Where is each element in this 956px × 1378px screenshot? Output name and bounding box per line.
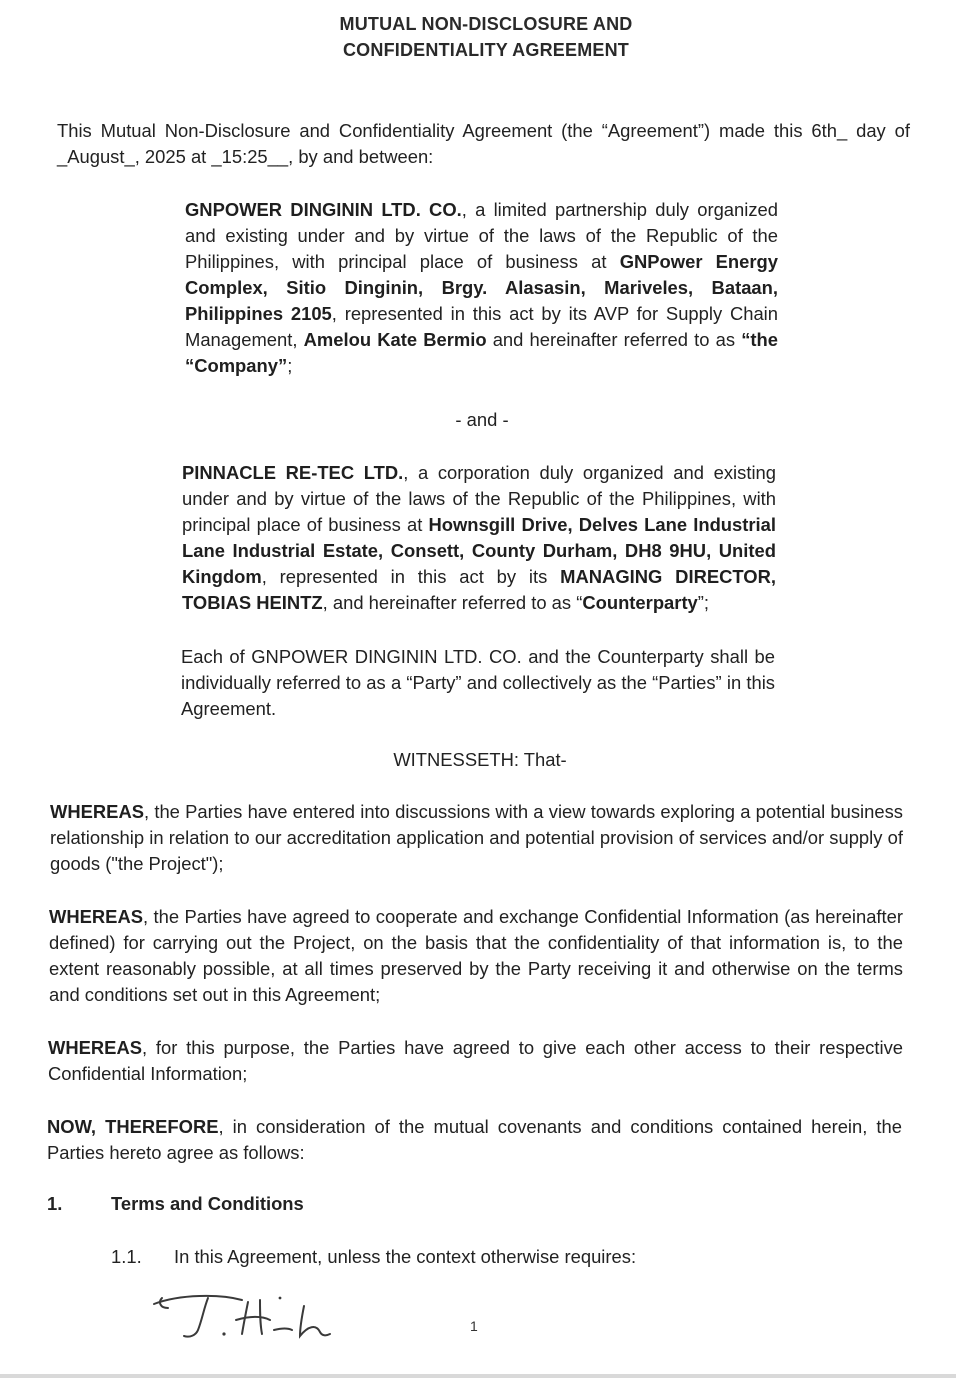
counterparty-text-1: , a corporation duly organized and existing under and by virtue of the laws of the Republic of the Philippines, with principal place of business at — [182, 462, 776, 535]
whereas-text-2: , the Parties have agreed to cooperate and exchange Confidential Information (as hereinafter defined) for carrying out the Project, on the basis that the confidentiality of that information is, to the extent reasonably possible, at all times preserved by the Party receiving it and otherwise on the terms and conditions set out in this Agreement; — [49, 906, 903, 1005]
counterparty-name: PINNACLE RE-TEC LTD. — [182, 462, 404, 483]
whereas-label-3: WHEREAS — [48, 1037, 143, 1058]
company-text-4: ; — [287, 355, 293, 376]
company-text-2: , represented in this act by its AVP for Supply Chain Management, — [185, 303, 778, 350]
page-number: 1 — [470, 1318, 478, 1334]
clause-1-1-number: 1.1. — [111, 1246, 142, 1267]
counterparty-text-4: ”; — [697, 592, 710, 613]
counterparty-paragraph — [182, 460, 776, 616]
now-therefore-label: NOW, THEREFORE — [47, 1116, 219, 1137]
section-1-title: Terms and Conditions — [111, 1193, 304, 1214]
counterparty-title: MANAGING DIRECTOR, TOBIAS HEINTZ — [182, 566, 776, 613]
whereas-paragraph-1 — [50, 799, 903, 877]
now-therefore-paragraph — [47, 1114, 902, 1166]
counterparty-text-3: , and hereinafter referred to as “ — [322, 592, 583, 613]
whereas-label-1: WHEREAS — [50, 801, 145, 822]
whereas-text-3: , for this purpose, the Parties have agreed to give each other access to their respective Confidential Information; — [48, 1037, 903, 1084]
company-text-3: and hereinafter referred to as — [486, 329, 742, 350]
company-text-1: , a limited partnership duly organized and existing under and by virtue of the laws of the Republic of the Philippines, with principal place of business at — [185, 199, 779, 272]
section-1-number: 1. — [47, 1193, 63, 1214]
whereas-label-2: WHEREAS — [49, 906, 144, 927]
document-title-line-2: CONFIDENTIALITY AGREEMENT — [342, 40, 629, 60]
now-therefore-text: , in consideration of the mutual covenants and conditions contained herein, the Parties hereto agree as follows: — [47, 1116, 902, 1163]
counterparty-address: Hownsgill Drive, Delves Lane Industrial Lane Industrial Estate, Consett, County Durham, DH8 9HU, United Kingdom — [182, 514, 776, 587]
clause-1-1-text: In this Agreement, unless the context otherwise requires: — [174, 1246, 637, 1267]
counterparty-alias: Counterparty — [582, 592, 698, 613]
whereas-paragraph-2 — [49, 904, 903, 1008]
company-representative: Amelou Kate Bermio — [303, 329, 487, 350]
and-separator: - and - — [455, 409, 509, 430]
whereas-text-1: , the Parties have entered into discussions with a view towards exploring a potential business relationship in relation to our accreditation application and potential provision of services and/or supply of goods ("the Project"); — [50, 801, 903, 874]
page-bottom-edge — [0, 1374, 956, 1378]
counterparty-text-2: , represented in this act by its — [261, 566, 561, 587]
company-alias: “the “Company” — [185, 329, 778, 376]
whereas-paragraph-3 — [48, 1035, 903, 1087]
parties-paragraph: Each of GNPOWER DINGININ LTD. CO. and the Counterparty shall be individually referred to as a “Party” and collectively as the “Parties” in this Agreement. — [181, 646, 775, 719]
intro-paragraph: This Mutual Non-Disclosure and Confidentiality Agreement (the “Agreement”) made this 6th_ day of _August_, 2025 at _15:25__, by and between: — [57, 120, 910, 167]
document-title-line-1: MUTUAL NON-DISCLOSURE AND — [339, 14, 633, 34]
company-paragraph — [185, 197, 778, 379]
handwritten-signature — [150, 1290, 340, 1350]
company-name: GNPOWER DINGININ LTD. CO. — [185, 199, 462, 220]
company-address: GNPower Energy Complex, Sitio Dinginin, Brgy. Alasasin, Mariveles, Bataan, Philippines 2105 — [185, 251, 778, 324]
witnesseth-heading: WITNESSETH: That- — [393, 749, 567, 770]
